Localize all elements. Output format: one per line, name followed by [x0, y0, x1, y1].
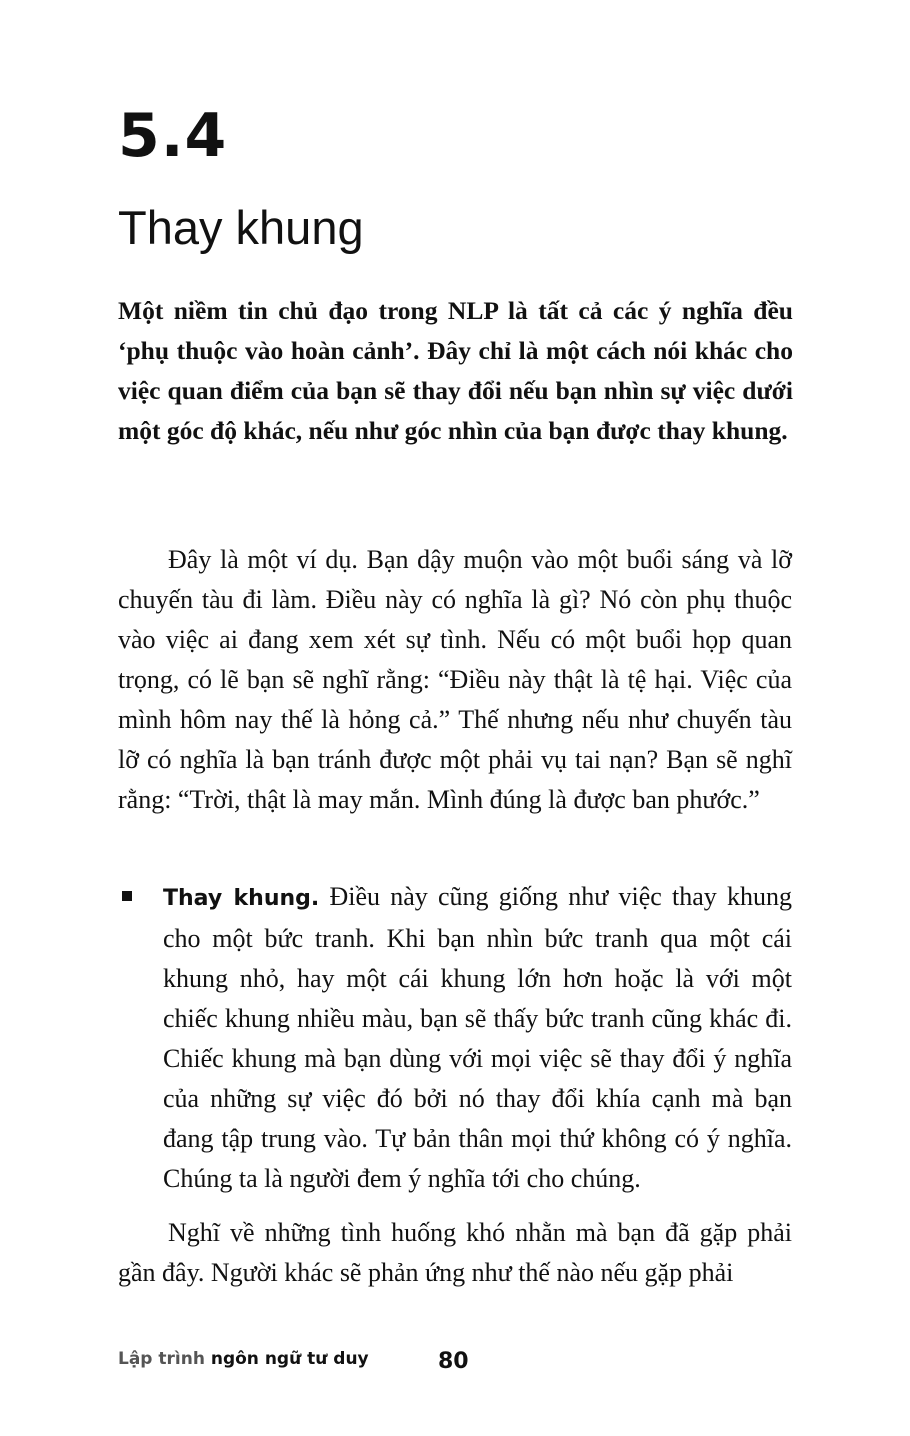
page-footer	[118, 1344, 518, 1384]
bullet-paragraph	[163, 877, 792, 1199]
bullet-term: Thay khung.	[163, 886, 320, 911]
section-number: 5.4	[118, 101, 228, 171]
lead-paragraph: Một niềm tin chủ đạo trong NLP là tất cả các ý nghĩa đều ‘phụ thuộc vào hoàn cảnh’. Đây chỉ là một cách nói khác cho việc quan điểm của bạn sẽ thay đổi nếu bạn nhìn sự việc dưới một góc độ khác, nếu như góc nhìn của bạn được thay khung.	[118, 296, 793, 445]
running-title-part2: ngôn ngữ tư duy	[210, 1349, 369, 1369]
running-title-part1: Lập trình	[118, 1349, 205, 1369]
page-number: 80	[438, 1349, 469, 1374]
bullet-body: Điều này cũng giống như việc thay khung cho một bức tranh. Khi bạn nhìn bức tranh qua một cái khung nhỏ, hay một cái khung lớn hơn hoặc là với một chiếc khung nhiều màu, bạn sẽ thấy bức tranh cũng khác đi. Chiếc khung mà bạn dùng với mọi việc sẽ thay đổi ý nghĩa của những sự việc đó bởi nó thay đổi khía cạnh mà bạn đang tập trung vào. Tự bản thân mọi thứ không có ý nghĩa. Chúng ta là người đem ý nghĩa tới cho chúng.	[163, 882, 792, 1193]
section-title: Thay khung	[118, 201, 364, 254]
square-bullet-icon	[122, 891, 132, 901]
body-paragraph-2: Nghĩ về những tình huống khó nhằn mà bạn đã gặp phải gần đây. Người khác sẽ phản ứng như thế nào nếu gặp phải	[118, 1218, 792, 1287]
bullet-item	[118, 877, 792, 1199]
body-paragraph-1: Đây là một ví dụ. Bạn dậy muộn vào một buổi sáng và lỡ chuyến tàu đi làm. Điều này có nghĩa là gì? Nó còn phụ thuộc vào việc ai đang xem xét sự tình. Nếu có một buổi họp quan trọng, có lẽ bạn sẽ nghĩ rằng: “Điều này thật là tệ hại. Việc của mình hôm nay thế là hỏng cả.” Thế nhưng nếu như chuyến tàu lỡ có nghĩa là bạn tránh được một phải vụ tai nạn? Bạn sẽ nghĩ rằng: “Trời, thật là may mắn. Mình đúng là được ban phước.”	[118, 545, 792, 814]
running-title	[118, 1348, 369, 1370]
